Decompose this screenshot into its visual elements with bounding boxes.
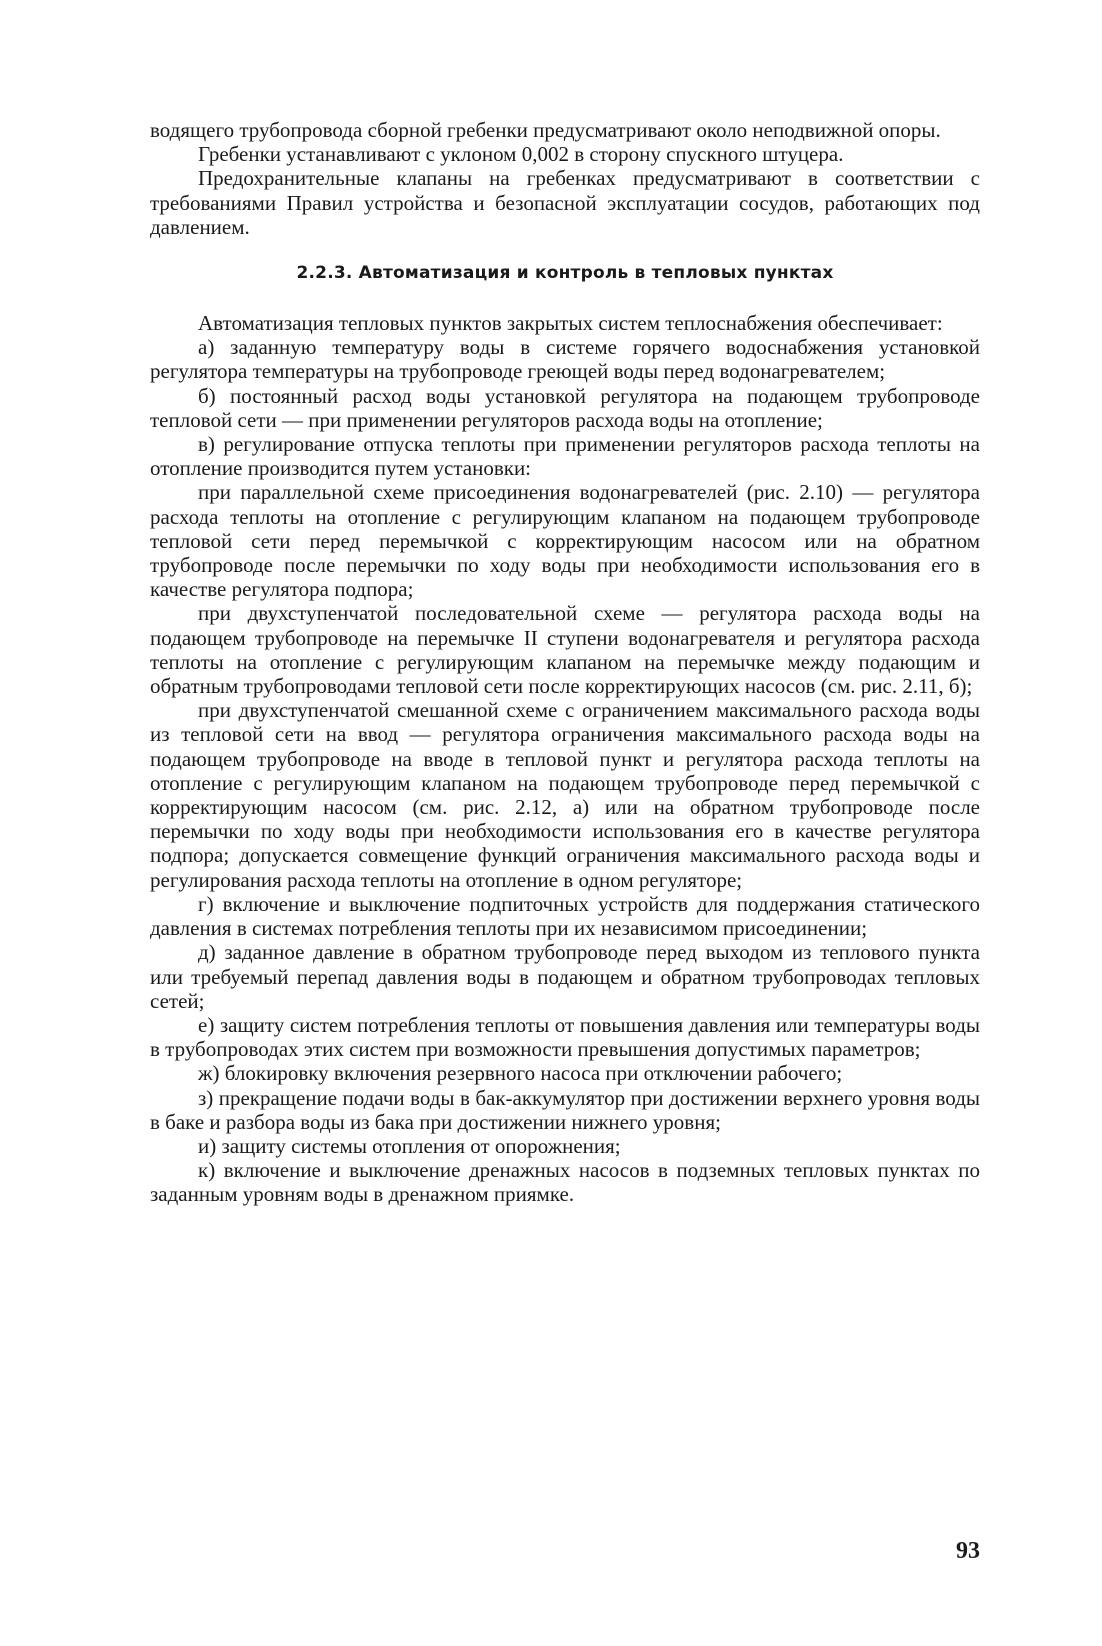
section-heading: 2.2.3. Автоматизация и контроль в тепловых пунктах (296, 263, 834, 284)
list-item-v: в) регулирование отпуска теплоты при применении регуляторов расхода теплоты на отопление производится путем установки: (150, 432, 980, 481)
page-number: 93 (956, 1538, 980, 1564)
list-item-d: д) заданное давление в обратном трубопроводе перед выходом из теплового пункта или требуемый перепад давления воды в подающем и обратном трубопроводах тепловых сетей; (150, 940, 980, 1013)
list-item-b: б) постоянный расход воды установкой регулятора на подающем трубопроводе тепловой сети — при применении регуляторов расхода воды на отопление; (150, 383, 980, 432)
paragraph-top-1: водящего трубопровода сборной гребенки предусматривают около неподвижной опоры. (150, 118, 941, 142)
list-item-e: е) защиту систем потребления теплоты от повышения давления или температуры воды в трубопроводах этих систем при возможности превышения допустимых параметров; (150, 1012, 980, 1062)
sub-item-parallel-scheme: при параллельной схеме присоединения водонагревателей (рис. 2.10) — регулятора расхода теплоты на отопление с регулирующим клапаном на подающем трубопроводе тепловой сети перед перемычкой с корректирующим насосом или на обратном трубопроводе после перемычки по ходу воды при необходимости использования его в качестве регулятора подпора; (150, 480, 980, 602)
paragraph-top-3: Предохранительные клапаны на гребенках предусматривают в соответствии с требованиями Правил устройства и безопасной эксплуатации сосудов, работающих под давлением. (150, 166, 980, 239)
list-item-i: и) защиту системы отопления от опорожнения; (198, 1133, 621, 1158)
paragraph-top-2: Гребенки устанавливают с уклоном 0,002 в сторону спускного штуцера. (198, 142, 844, 167)
list-item-k: к) включение и выключение дренажных насосов в подземных тепловых пунктах по заданным уровням воды в дренажном приямке. (150, 1158, 980, 1207)
sub-item-two-stage-sequential: при двухступенчатой последовательной схеме — регулятора расхода воды на подающем трубопроводе на перемычке II ступени водонагревателя и регулятора расхода теплоты на отопление с регулирующим клапаном на перемычке между подающим и обратным трубопроводами тепловой сети после корректирующих насосов (см. рис. 2.11, б); (150, 601, 980, 699)
page-content (150, 118, 980, 1207)
list-item-g: г) включение и выключение подпиточных устройств для поддержания статического давления в системах потребления теплоты при их независимом присоединении; (150, 891, 980, 941)
list-item-z: з) прекращение подачи воды в бак-аккумулятор при достижении верхнего уровня воды в баке и разбора воды из бака при достижении нижнего уровня; (150, 1085, 980, 1134)
list-item-a: а) заданную температуру воды в системе горячего водоснабжения установкой регулятора температуры на трубопроводе греющей воды перед водонагревателем; (150, 335, 980, 384)
paragraph-intro: Автоматизация тепловых пунктов закрытых систем теплоснабжения обеспечивает: (198, 311, 943, 336)
list-item-zh: ж) блокировку включения резервного насоса при отключении рабочего; (198, 1061, 843, 1086)
sub-item-two-stage-mixed: при двухступенчатой смешанной схеме с ограничением максимального расхода воды из тепловой сети на ввод — регулятора ограничения максимального расхода воды на подающем трубопроводе на вводе в тепловой пункт и регулятора расхода теплоты на отопление с регулирующим клапаном на подающем трубопроводе перед перемычкой с корректирующим насосом (см. рис. 2.12, а) или на обратном трубопроводе после перемычки по ходу воды при необходимости использования его в качестве регулятора подпора; допускается совмещение функций ограничения максимального расхода воды и регулирования расхода теплоты на отопление в одном регуляторе; (150, 698, 980, 892)
